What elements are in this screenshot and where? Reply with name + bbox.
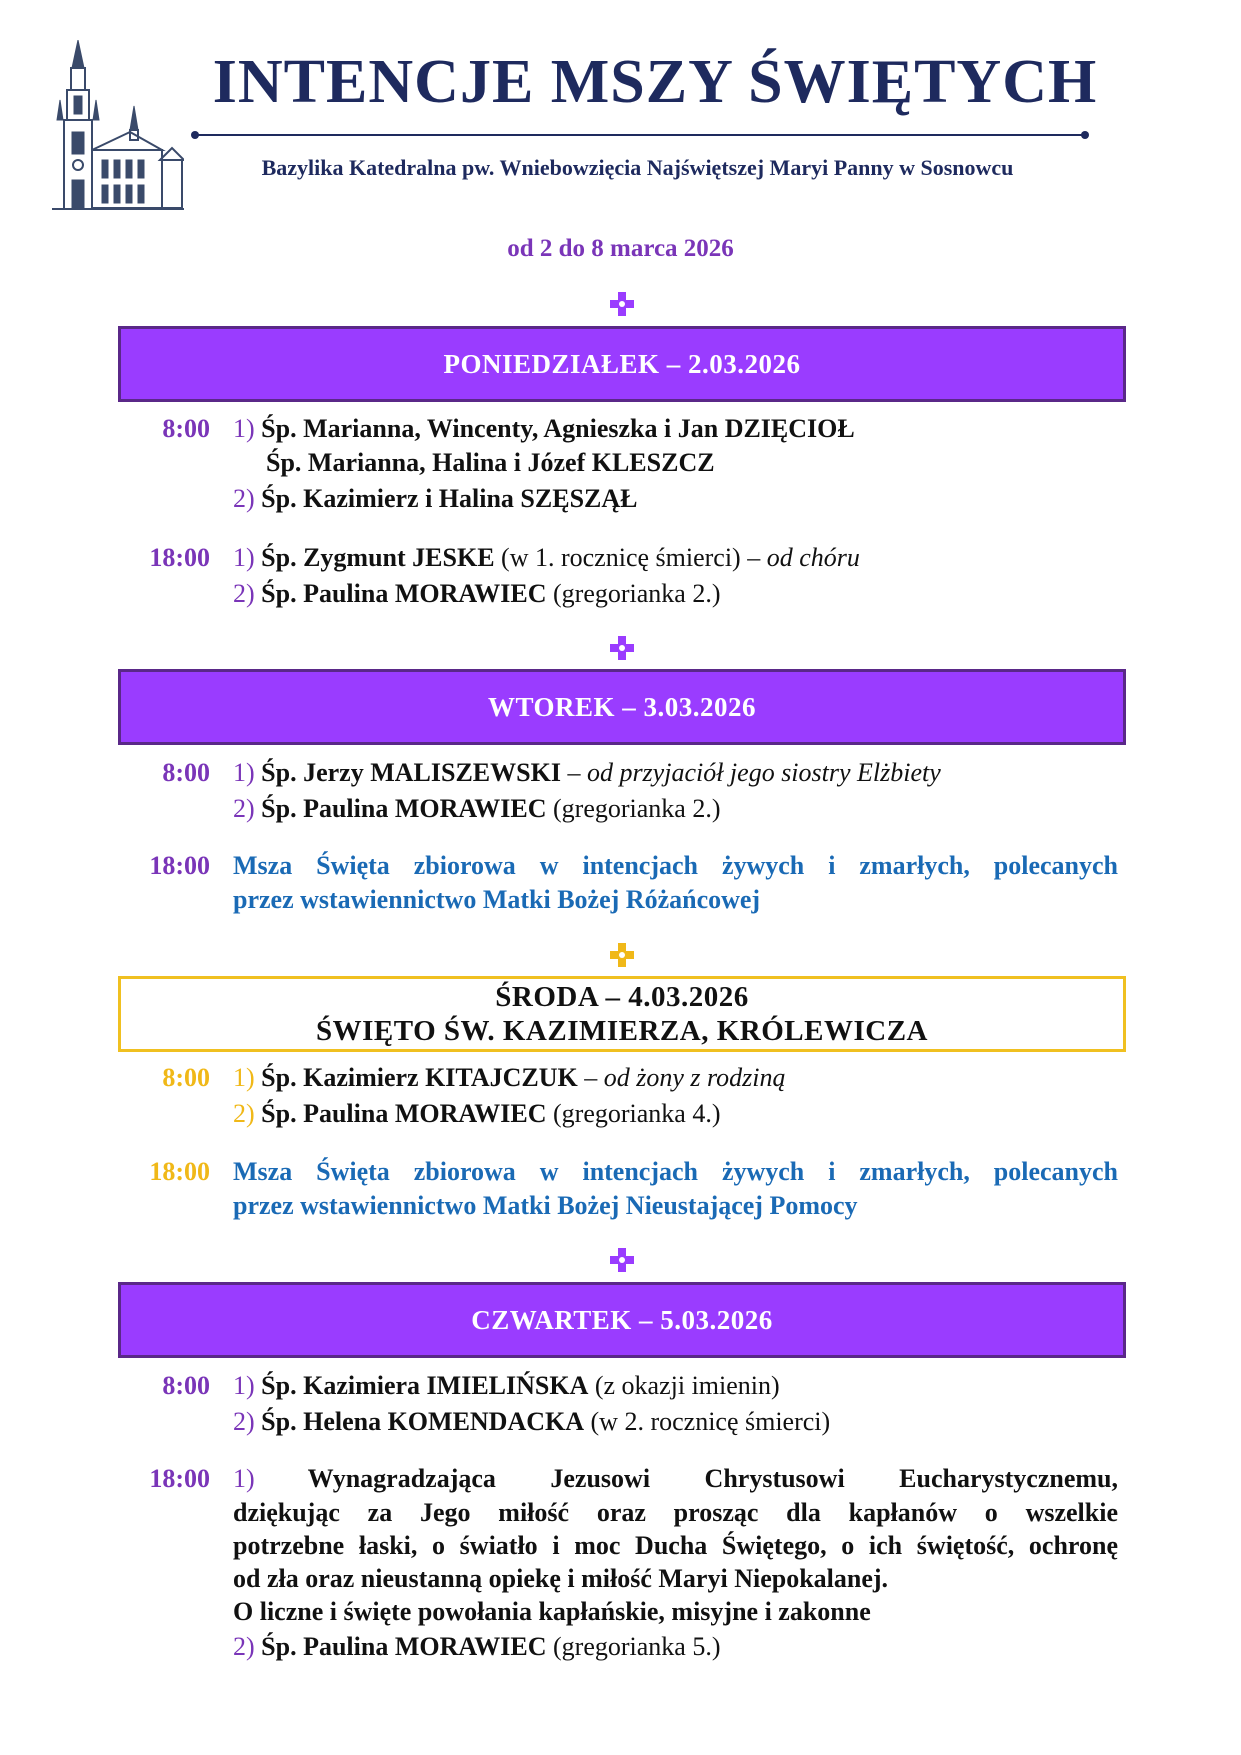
church-name: Bazylika Katedralna pw. Wniebowzięcia Najświętszej Maryi Panny w Sosnowcu [261,155,1014,180]
intention-note: (gregorianka 4.) [546,1099,721,1128]
cross-icon [608,1246,636,1274]
intention-paragraph-line: O liczne i święte powołania kapłańskie, misyjne i zakonne [233,1597,871,1626]
intention-text: Śp. Jerzy MALISZEWSKI [261,758,561,787]
day-header-tuesday: WTOREK – 3.03.2026 [118,669,1126,745]
mass-time: 8:00 [162,414,210,443]
intention-text: Śp. Kazimiera IMIELIŃSKA [261,1371,589,1400]
day-date: ŚRODA – 4.03.2026 [495,981,749,1013]
day-header-wednesday [118,976,1126,1052]
intention-number: 1) [233,1371,255,1400]
intention-number: 1) [233,543,255,572]
intention-text: Wynagradzająca Jezusowi Chrystusowi Eucharystycznemu, [307,1464,1118,1493]
intention-line [266,446,1241,480]
intention-offerer: od żony z rodziną [603,1063,786,1092]
cross-icon [608,634,636,662]
intention-line [233,412,1233,446]
intention-line [233,756,1233,790]
mass-time: 8:00 [162,1063,210,1092]
intention-line [233,577,1233,611]
day-header-monday: PONIEDZIAŁEK – 2.03.2026 [118,326,1126,402]
collective-intention-line: Msza Święta zbiorowa w intencjach żywych i zmarłych, polecanych [233,1157,1118,1186]
cross-icon [608,290,636,318]
page-title: INTENCJE MSZY ŚWIĘTYCH [212,48,1098,116]
intention-number: 2) [233,1099,255,1128]
date-range: od 2 do 8 marca 2026 [507,235,734,262]
intention-text: Śp. Paulina MORAWIEC [261,1632,547,1661]
intention-line [233,1405,1233,1439]
intention-text: Śp. Kazimierz i Halina SZĘSZĄŁ [261,484,638,513]
intention-note: – [577,1063,604,1092]
intention-paragraph-line: dziękując za Jego miłość oraz prosząc dla kapłanów o wszelkie [233,1498,1118,1527]
intention-text: Śp. Marianna, Halina i Józef KLESZCZ [266,448,715,477]
mass-time: 18:00 [149,1464,210,1493]
mass-time: 8:00 [162,758,210,787]
intention-line [233,482,1233,516]
intention-note: (gregorianka 5.) [546,1632,721,1661]
cross-icon [608,941,636,969]
intention-paragraph-line: od zła oraz nieustanną opiekę i miłość Maryi Niepokalanej. [233,1564,889,1593]
intention-text: Śp. Kazimierz KITAJCZUK [261,1063,578,1092]
intention-line [233,792,1233,826]
intention-line [233,1369,1233,1403]
intention-note: (z okazji imienin) [588,1371,780,1400]
intention-note: (gregorianka 2.) [546,794,721,823]
intention-note: (w 1. rocznicę śmierci) – [494,543,767,572]
intention-offerer: od przyjaciół jego siostry Elżbiety [586,758,941,787]
intention-line [233,1097,1233,1131]
intention-number: 1) [233,1063,255,1092]
collective-intention-line: Msza Święta zbiorowa w intencjach żywych i zmarłych, polecanych [233,851,1118,880]
intention-number: 1) [233,758,255,787]
intention-paragraph-line: potrzebne łaski, o światło i moc Ducha Świętego, o ich świętość, ochronę [233,1531,1118,1560]
intention-text: Śp. Paulina MORAWIEC [261,1099,547,1128]
title-divider [195,134,1085,136]
intention-line [233,541,1233,575]
intention-number: 2) [233,579,255,608]
intention-line [233,1630,1233,1664]
intention-note: – [560,758,587,787]
intention-number: 2) [233,1632,255,1661]
feast-name: ŚWIĘTO ŚW. KAZIMIERZA, KRÓLEWICZA [316,1015,928,1047]
collective-intention-line: przez wstawiennictwo Matki Bożej Różańcowej [233,885,761,914]
intention-note: (w 2. rocznicę śmierci) [584,1407,831,1436]
mass-time: 18:00 [149,1157,210,1186]
intention-text: Śp. Paulina MORAWIEC [261,579,547,608]
intention-number: 1) [233,414,255,443]
mass-time: 18:00 [149,543,210,572]
intention-offerer: od chóru [766,543,860,572]
intention-number: 2) [233,1407,255,1436]
intention-text: Śp. Zygmunt JESKE [261,543,495,572]
mass-time: 18:00 [149,851,210,880]
intention-line [233,1061,1233,1095]
intention-text: Śp. Marianna, Wincenty, Agnieszka i Jan DZIĘCIOŁ [261,414,855,443]
mass-time: 8:00 [162,1371,210,1400]
collective-intention-line: przez wstawiennictwo Matki Bożej Nieustającej Pomocy [233,1191,858,1220]
intention-number: 2) [233,794,255,823]
intention-text: Śp. Paulina MORAWIEC [261,794,547,823]
intention-number: 2) [233,484,255,513]
intention-note: (gregorianka 2.) [546,579,721,608]
intention-paragraph-line [233,1462,1118,1496]
intention-text: Śp. Helena KOMENDACKA [261,1407,585,1436]
day-header-thursday: CZWARTEK – 5.03.2026 [118,1282,1126,1358]
intention-number: 1) [233,1464,255,1493]
